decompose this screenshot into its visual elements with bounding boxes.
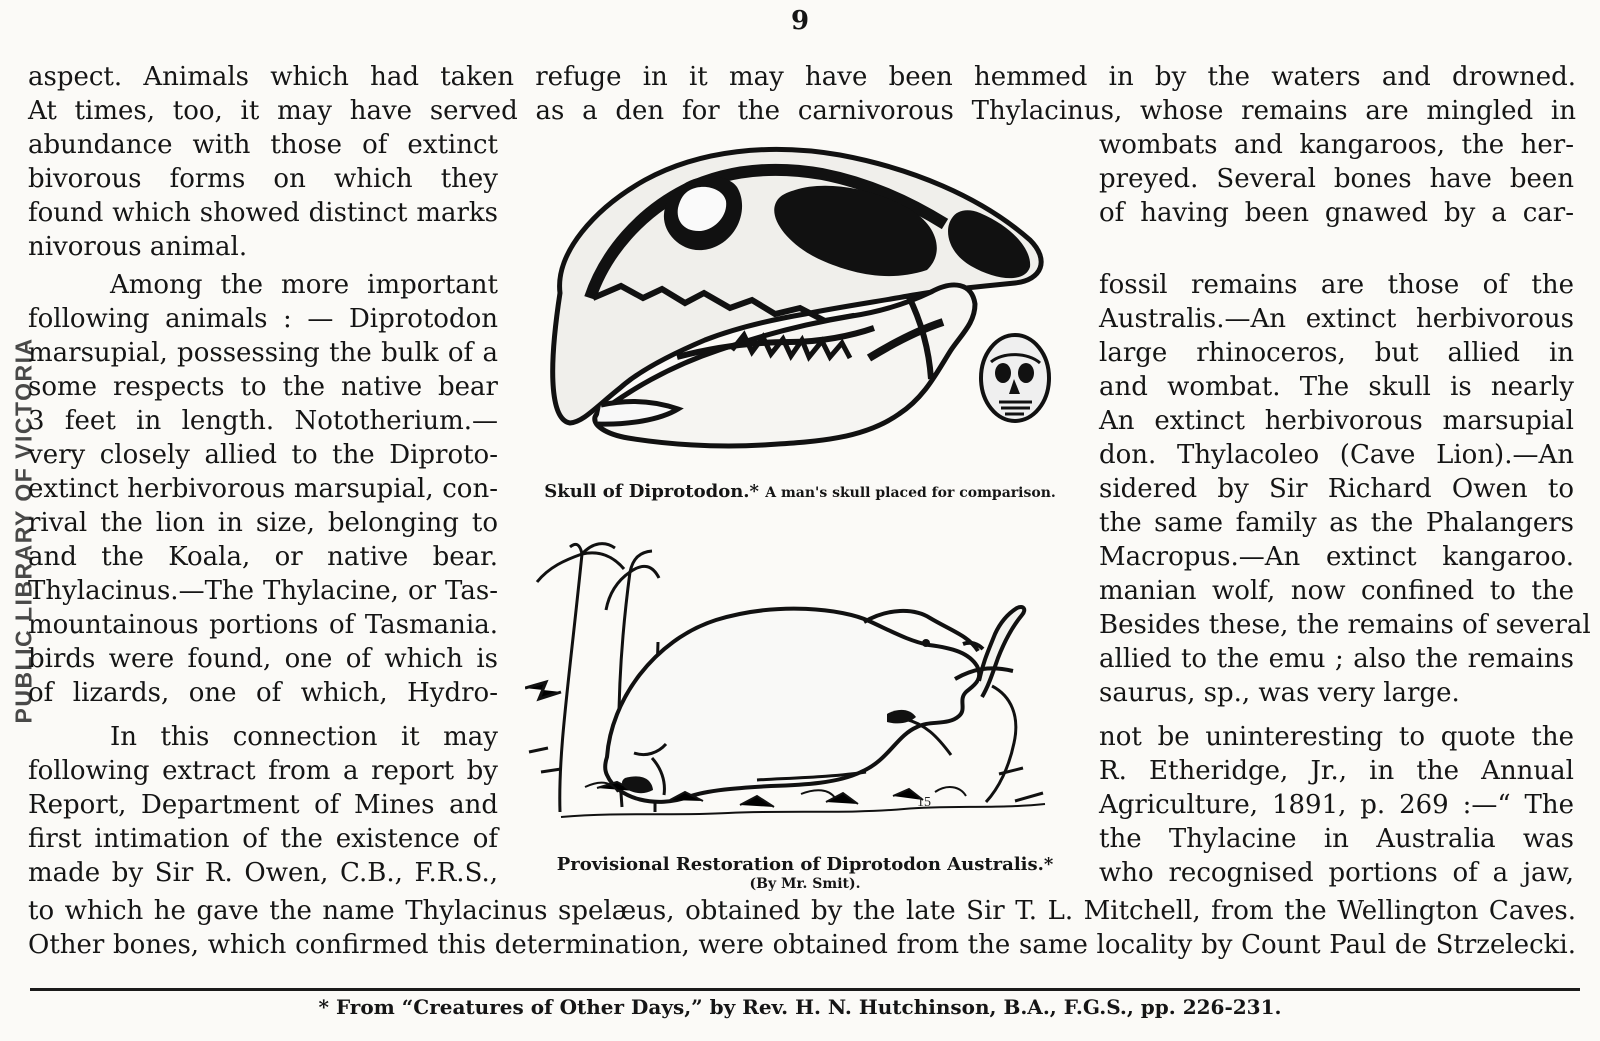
left-column-line: following animals : — Diprotodon xyxy=(28,304,498,334)
skull-caption-main: Skull of Diprotodon.* xyxy=(544,481,759,502)
page-number: 9 xyxy=(790,6,810,36)
intro-line-2: At times, too, it may have served as a den for the carnivorous Thylacinus, whose remains are mingled in xyxy=(28,96,1576,126)
right-column-line: wombats and kangaroos, the her- xyxy=(1099,130,1574,160)
left-column-line: very closely allied to the Diproto- xyxy=(28,440,498,470)
right-column-line: R. Etheridge, Jr., in the Annual xyxy=(1099,756,1574,786)
right-column-line: the Thylacine in Australia was xyxy=(1099,824,1574,854)
left-column-line: mountainous portions of Tasmania. xyxy=(28,610,498,640)
left-column-line: first intimation of the existence of xyxy=(28,824,498,854)
left-column-line: birds were found, one of which is xyxy=(28,644,498,674)
left-column-line: following extract from a report by xyxy=(28,756,498,786)
skull-caption-note: A man's skull placed for comparison. xyxy=(765,485,1056,501)
right-column-line: large rhinoceros, but allied in xyxy=(1099,338,1574,368)
left-column-line: found which showed distinct marks xyxy=(28,198,498,228)
closing-line-1: to which he gave the name Thylacinus spelæus, obtained by the late Sir T. L. Mitchell, from the Wellington Caves. xyxy=(28,896,1576,926)
library-stamp: PUBLIC LIBRARY OF VICTORIA xyxy=(10,337,37,724)
right-column-line: don. Thylacoleo (Cave Lion).—An xyxy=(1099,440,1574,470)
left-column-line: Thylacinus.—The Thylacine, or Tas- xyxy=(28,576,498,606)
left-column-line: rival the lion in size, belonging to xyxy=(28,508,498,538)
restoration-caption-main: Provisional Restoration of Diprotodon Australis.* xyxy=(556,854,1054,875)
right-column-line: An extinct herbivorous marsupial xyxy=(1099,406,1574,436)
right-column-line: Agriculture, 1891, p. 269 :—“ The xyxy=(1099,790,1574,820)
right-column-line: preyed. Several bones have been xyxy=(1099,164,1574,194)
right-column-line: the same family as the Phalangers xyxy=(1099,508,1574,538)
left-column-line: extinct herbivorous marsupial, con- xyxy=(28,474,498,504)
right-column-line: Australis.—An extinct herbivorous xyxy=(1099,304,1574,334)
left-column-line: some respects to the native bear xyxy=(28,372,498,402)
footnote-rule xyxy=(30,988,1580,991)
right-column-line: who recognised portions of a jaw, xyxy=(1099,858,1574,888)
left-column-line: Among the more important xyxy=(110,270,498,300)
left-column-line: nivorous animal. xyxy=(28,232,248,262)
diprotodon-skull-illustration xyxy=(525,138,1085,468)
right-column-line: allied to the emu ; also the remains xyxy=(1099,644,1574,674)
footnote: * From “Creatures of Other Days,” by Rev. H. N. Hutchinson, B.A., F.G.S., pp. 226-231. xyxy=(318,995,1282,1019)
skull-caption xyxy=(535,482,1065,503)
svg-text:15: 15 xyxy=(917,795,931,810)
right-column-line: manian wolf, now confined to the xyxy=(1099,576,1574,606)
intro-line-1: aspect. Animals which had taken refuge in it may have been hemmed in by the waters and drowned. xyxy=(28,62,1576,92)
restoration-caption-note: (By Mr. Smit). xyxy=(749,876,861,892)
closing-line-2: Other bones, which confirmed this determination, were obtained from the same locality by Count Paul de Strzelecki. xyxy=(28,930,1576,960)
left-column-line: made by Sir R. Owen, C.B., F.R.S., xyxy=(28,858,498,888)
right-column-line: saurus, sp., was very large. xyxy=(1099,678,1460,708)
left-column-line: marsupial, possessing the bulk of a xyxy=(28,338,498,368)
right-column-line: not be uninteresting to quote the xyxy=(1099,722,1574,752)
left-column-line: In this connection it may xyxy=(110,722,498,752)
right-column-line: Macropus.—An extinct kangaroo. xyxy=(1099,542,1574,572)
left-column-line: Report, Department of Mines and xyxy=(28,790,498,820)
right-column-line: sidered by Sir Richard Owen to xyxy=(1099,474,1574,504)
right-column-line: fossil remains are those of the xyxy=(1099,270,1574,300)
right-column-line: Besides these, the remains of several xyxy=(1099,610,1591,640)
left-column-line: 3 feet in length. Nototherium.— xyxy=(28,406,498,436)
diprotodon-restoration-illustration xyxy=(525,542,1055,827)
left-column-line: and the Koala, or native bear. xyxy=(28,542,498,572)
right-column-line: of having been gnawed by a car- xyxy=(1099,198,1574,228)
restoration-caption xyxy=(525,855,1085,893)
left-column-line: bivorous forms on which they xyxy=(28,164,498,194)
left-column-line: abundance with those of extinct xyxy=(28,130,498,160)
left-column-line: of lizards, one of which, Hydro- xyxy=(28,678,498,708)
right-column-line: and wombat. The skull is nearly xyxy=(1099,372,1574,402)
